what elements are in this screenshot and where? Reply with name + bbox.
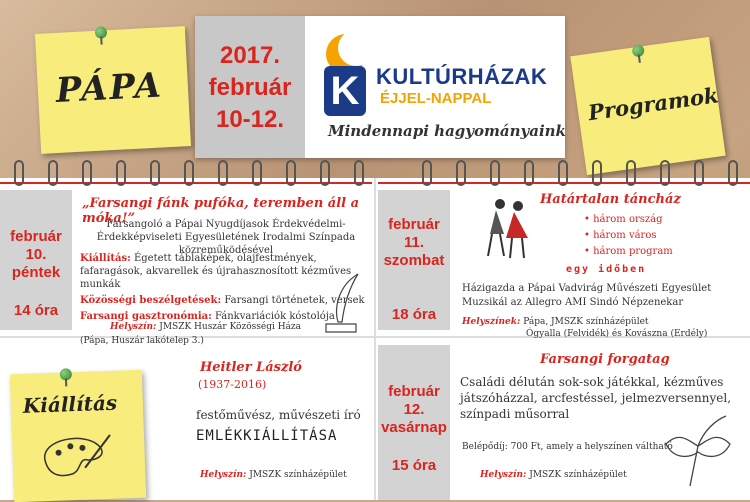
sat-bullet: • három ország	[584, 214, 663, 225]
sun-price: Belépődíj: 700 Ft, amely a helyszínen váltható	[462, 442, 673, 452]
sun-venue	[480, 470, 627, 480]
pin-icon	[60, 368, 72, 380]
spiral-ring	[82, 160, 92, 186]
pin-icon	[631, 44, 645, 58]
spiral-ring	[626, 160, 636, 186]
tagline: Mindennapi hagyományaink	[328, 122, 566, 140]
spiral-ring	[490, 160, 500, 186]
exhibit-years: (1937-2016)	[198, 378, 267, 391]
sat-bullet: • három program	[584, 246, 673, 257]
mask-icon	[660, 414, 736, 488]
sun-venue-text: JMSZK színházépület	[529, 470, 627, 480]
logo-letter: K	[324, 66, 366, 116]
sun-title: Farsangi forgatag	[540, 352, 670, 367]
fri-weekday: péntek	[11, 264, 61, 281]
sat-time: 18 óra	[391, 306, 437, 323]
date-days: 10-12.	[215, 106, 285, 133]
date-month: február	[208, 74, 292, 101]
logo-subtitle: ÉJJEL-NAPPAL	[380, 90, 492, 107]
sat-same-time: egy időben	[566, 264, 647, 275]
spiral-ring	[116, 160, 126, 186]
sun-venue-label: Helyszín:	[480, 470, 527, 480]
pin-icon	[95, 26, 108, 39]
city-label: PÁPA	[54, 65, 164, 111]
spiral-ring	[354, 160, 364, 186]
spiral-ring	[694, 160, 704, 186]
sat-venue-text: Ógyalla (Felvidék) és Kovászna (Erdély)	[526, 329, 708, 339]
sat-host	[462, 282, 711, 310]
sun-weekday: vasárnap	[381, 419, 447, 436]
logo-title: KULTÚRHÁZAK	[376, 64, 548, 89]
exhibit-event: EMLÉKKIÁLLÍTÁSA	[196, 428, 338, 444]
fri-venue	[110, 322, 301, 332]
sat-bullet-text: három város	[593, 230, 657, 241]
palette-icon	[34, 427, 116, 484]
spiral-ring	[524, 160, 534, 186]
date-year: 2017.	[219, 42, 281, 69]
city-note	[35, 26, 191, 154]
spiral-ring	[218, 160, 228, 186]
fri-venue-text: JMSZK Huszár Közösségi Háza	[159, 322, 302, 332]
fri-month: február	[10, 228, 62, 245]
spiral-ring	[728, 160, 738, 186]
fri-time: 14 óra	[13, 302, 59, 319]
sat-bullet-text: három ország	[593, 214, 663, 225]
spiral-ring	[184, 160, 194, 186]
fri-venue-address: (Pápa, Huszár lakótelep 3.)	[80, 336, 204, 346]
spiral-ring	[456, 160, 466, 186]
spiral-ring	[14, 160, 24, 186]
sat-host-line: Házigazda a Pápai Vadvirág Művészeti Egyesület	[462, 283, 712, 294]
fri-item-text: Égetett táblaképek, olajfestmények, fafaragások, akvarellek és újrahasznosított kézműves munkák	[80, 253, 352, 290]
sat-bullet: • három város	[584, 230, 657, 241]
fri-item-label: Kiállítás:	[80, 253, 131, 264]
sat-title: Határtalan táncház	[540, 192, 681, 207]
spiral-ring	[320, 160, 330, 186]
sat-month: február	[388, 216, 440, 233]
sat-host-line: Muzsikál az Allegro AMI Sindó Népzenekar	[462, 297, 684, 308]
sat-venue-label: Helyszínek:	[462, 317, 521, 327]
spiral-ring	[592, 160, 602, 186]
event-dates	[195, 16, 305, 158]
sat-bullet-text: három program	[593, 246, 673, 257]
sat-bullets	[584, 212, 673, 260]
programs-label: Programok	[586, 82, 720, 126]
exhibit-role: festőművész, művészeti író	[196, 408, 361, 422]
spiral-ring	[150, 160, 160, 186]
dancers-icon	[478, 196, 538, 262]
exhibit-venue	[200, 470, 347, 480]
exhibit-name: Heitler László	[200, 360, 302, 375]
sat-venue-line	[462, 316, 707, 328]
exhibit-venue-label: Helyszín:	[200, 470, 247, 480]
spiral-ring	[48, 160, 58, 186]
exhibition-note	[10, 370, 146, 502]
fri-venue-label: Helyszín:	[110, 322, 157, 332]
sun-time: 15 óra	[391, 457, 437, 474]
spiral-ring	[286, 160, 296, 186]
spiral-ring	[252, 160, 262, 186]
sat-weekday: szombat	[383, 252, 445, 269]
sun-day-num: 12.	[403, 401, 425, 418]
fri-date	[0, 190, 72, 330]
spiral-ring	[422, 160, 432, 186]
fri-item-label: Farsangi gasztronómia:	[80, 311, 212, 322]
sat-venue-text: Pápa, JMSZK színházépület	[523, 317, 649, 327]
fri-title: „Farsangi fánk pufóka, teremben áll a móka!”	[82, 196, 360, 226]
exhibit-venue-text: JMSZK színházépület	[249, 470, 347, 480]
sat-date	[378, 190, 450, 330]
logo	[320, 30, 565, 120]
sun-month: február	[388, 383, 440, 400]
spiral-ring	[558, 160, 568, 186]
sun-date	[378, 345, 450, 500]
fri-item-text: Fánkvariációk kóstolója	[214, 311, 335, 322]
spiral-ring	[660, 160, 670, 186]
exhibition-label: Kiállítás	[22, 390, 118, 418]
fri-intro: Farsangoló a Pápai Nyugdíjasok Érdekvédelmi-Érdekképviseleti Egyesületének Irodalmi Színpada közreműködésével	[96, 219, 356, 256]
fri-item-label: Közösségi beszélgetések:	[80, 295, 222, 306]
divider	[374, 178, 376, 500]
programs-note	[570, 37, 725, 175]
sun-description: Családi délután sok-sok játékkal, kézműves játszóházzal, arcfestéssel, jelmezversennyel, színpadi műsorral	[460, 375, 732, 421]
sat-day-num: 11.	[403, 234, 425, 251]
fri-item-text: Farsangi történetek, versek	[224, 295, 365, 306]
quill-icon	[318, 272, 368, 334]
sat-venues	[462, 316, 707, 340]
fri-day-num: 10.	[25, 246, 47, 263]
